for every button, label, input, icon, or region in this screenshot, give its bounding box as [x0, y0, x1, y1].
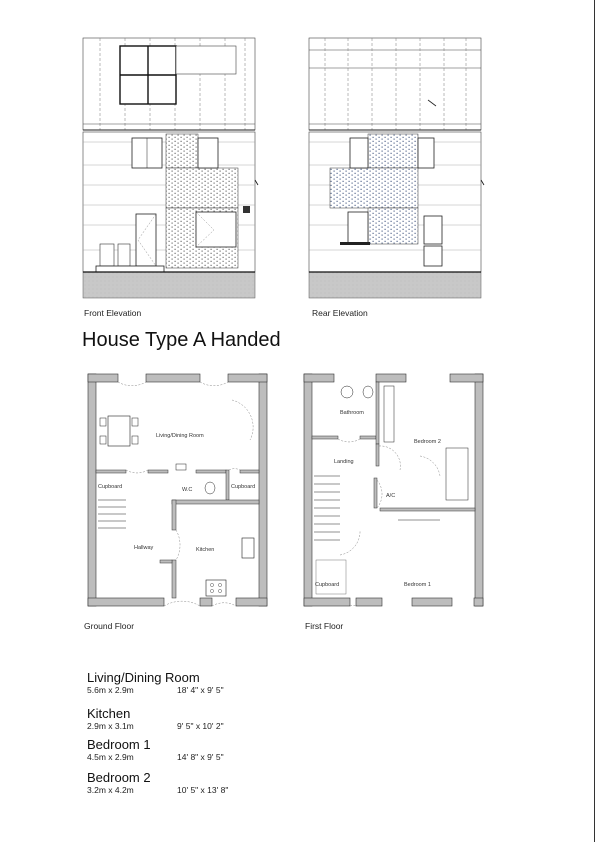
label-cupboard-right: Cupboard [231, 484, 256, 490]
label-ac: A/C [386, 493, 396, 499]
room-imperial: 18' 4" x 9' 5" [177, 685, 224, 695]
label-landing: Landing [334, 459, 354, 465]
page-title: House Type A Handed [82, 329, 281, 351]
room-schedule-bedroom-1 [87, 737, 224, 763]
label-kitchen: Kitchen [196, 547, 215, 553]
room-schedule-living [87, 670, 224, 696]
front-door [136, 214, 156, 266]
label-living-dining: Living/Dining Room [156, 433, 204, 439]
front-elevation [83, 38, 258, 298]
label-wc: W.C [182, 487, 193, 493]
ground-floor-caption: Ground Floor [84, 621, 135, 631]
first-floor-caption: First Floor [305, 621, 344, 631]
front-elevation-caption: Front Elevation [84, 308, 142, 318]
label-hallway: Hallway [134, 545, 154, 551]
room-name: Living/Dining Room [87, 670, 200, 685]
room-metric: 5.6m x 2.9m [87, 685, 134, 695]
room-name: Kitchen [87, 706, 131, 721]
room-metric: 2.9m x 3.1m [87, 721, 134, 731]
room-schedule-bedroom-2 [87, 770, 228, 796]
room-name: Bedroom 1 [87, 737, 151, 752]
label-bedroom-1: Bedroom 1 [404, 582, 431, 588]
label-cupboard-left: Cupboard [98, 484, 123, 490]
room-schedule-kitchen [87, 706, 224, 732]
label-bathroom: Bathroom [340, 410, 364, 416]
first-floor-plan [304, 374, 483, 606]
room-imperial: 10' 5" x 13' 8" [177, 785, 229, 795]
room-name: Bedroom 2 [87, 770, 151, 785]
room-imperial: 14' 8" x 9' 5" [177, 752, 224, 762]
room-imperial: 9' 5" x 10' 2" [177, 721, 224, 731]
label-bedroom-2: Bedroom 2 [414, 439, 441, 445]
room-metric: 3.2m x 4.2m [87, 785, 134, 795]
label-cupboard-first: Cupboard [315, 582, 340, 588]
rear-elevation [309, 38, 484, 298]
rear-elevation-caption: Rear Elevation [312, 308, 368, 318]
ground-floor-plan [88, 374, 267, 606]
room-metric: 4.5m x 2.9m [87, 752, 134, 762]
